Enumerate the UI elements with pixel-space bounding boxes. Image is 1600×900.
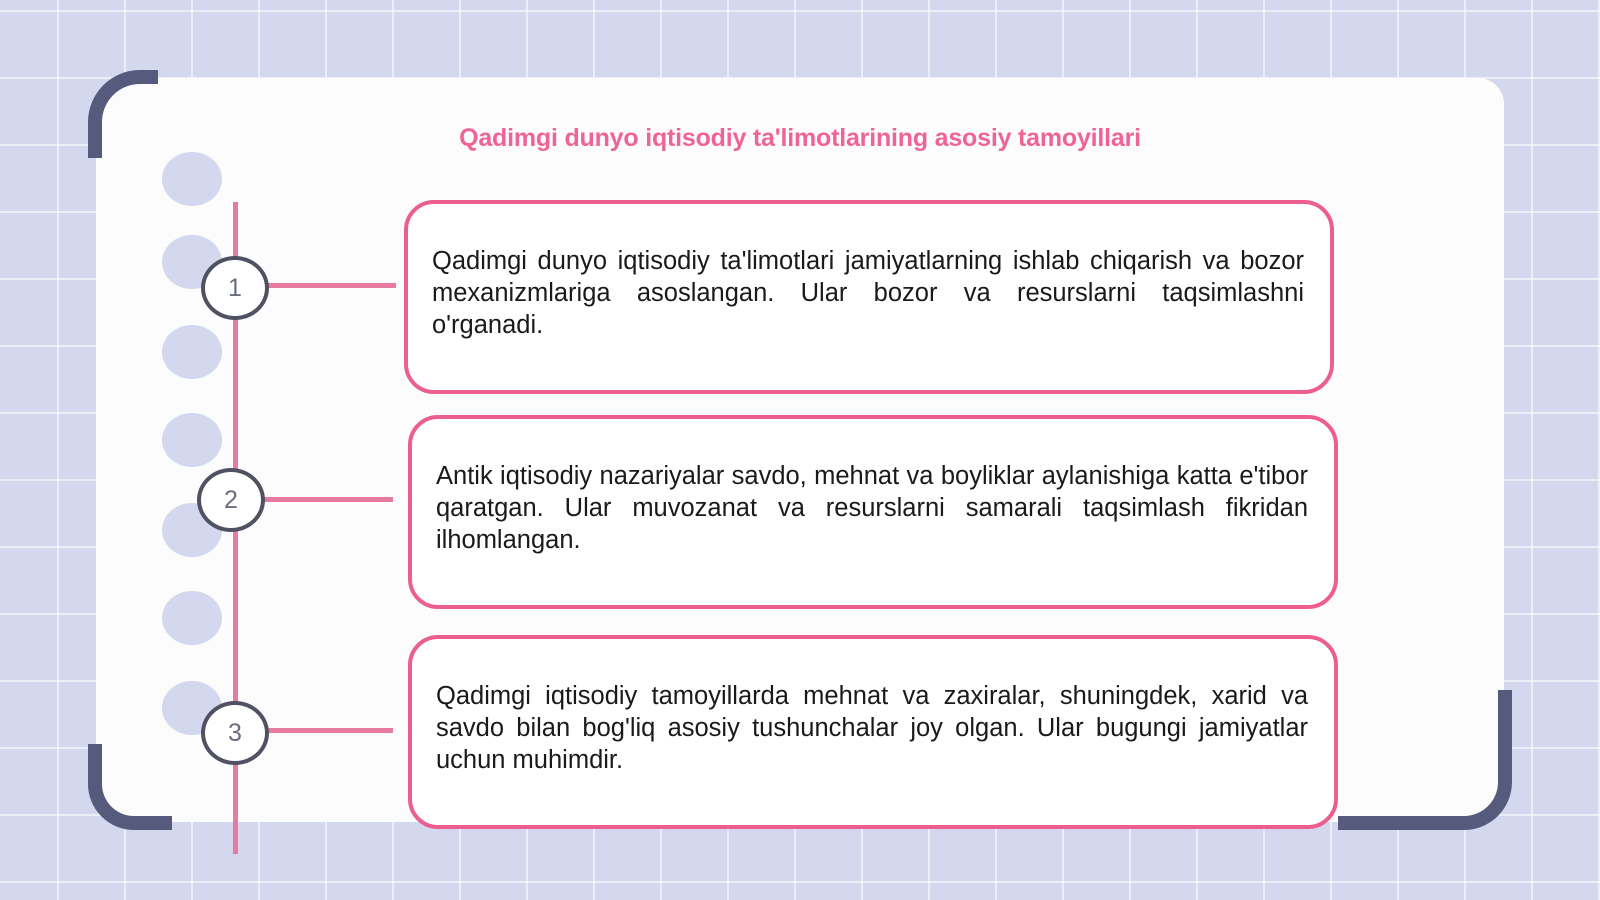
card-text: Antik iqtisodiy nazariyalar savdo, mehnat va boyliklar aylanishiga katta e'tibor qaratgan. Ular muvozanat va resurslarni samarali taqsimlash fikridan ilhomlangan. bbox=[436, 462, 1308, 554]
slide-title: Qadimgi dunyo iqtisodiy ta'limotlarining asosiy tamoyillari bbox=[459, 124, 1141, 152]
frame-bracket-bottom-right bbox=[1338, 690, 1512, 830]
step-number-badge: 1 bbox=[201, 256, 269, 320]
frame-bracket-top-left bbox=[88, 70, 158, 158]
paper-notch bbox=[162, 152, 222, 206]
frame-bracket-bottom-left bbox=[88, 744, 172, 830]
timeline-connector bbox=[266, 728, 393, 733]
content-card bbox=[408, 415, 1338, 609]
paper-notch bbox=[162, 325, 222, 379]
step-number-badge: 2 bbox=[197, 468, 265, 532]
timeline-connector bbox=[266, 283, 396, 288]
card-text: Qadimgi iqtisodiy tamoyillarda mehnat va zaxiralar, shuningdek, xarid va savdo bilan bog'liq asosiy tushunchalar joy olgan. Ular bugungi jamiyatlar uchun muhimdir. bbox=[436, 682, 1308, 774]
paper-notch bbox=[162, 591, 222, 645]
paper-notch bbox=[162, 413, 222, 467]
step-number-badge: 3 bbox=[201, 701, 269, 765]
content-card bbox=[408, 635, 1338, 829]
timeline-connector bbox=[262, 497, 393, 502]
content-card bbox=[404, 200, 1334, 394]
card-text: Qadimgi dunyo iqtisodiy ta'limotlari jamiyatlarning ishlab chiqarish va bozor mexanizmlariga asoslangan. Ular bozor va resurslarni taqsimlashni o'rganadi. bbox=[432, 247, 1304, 339]
